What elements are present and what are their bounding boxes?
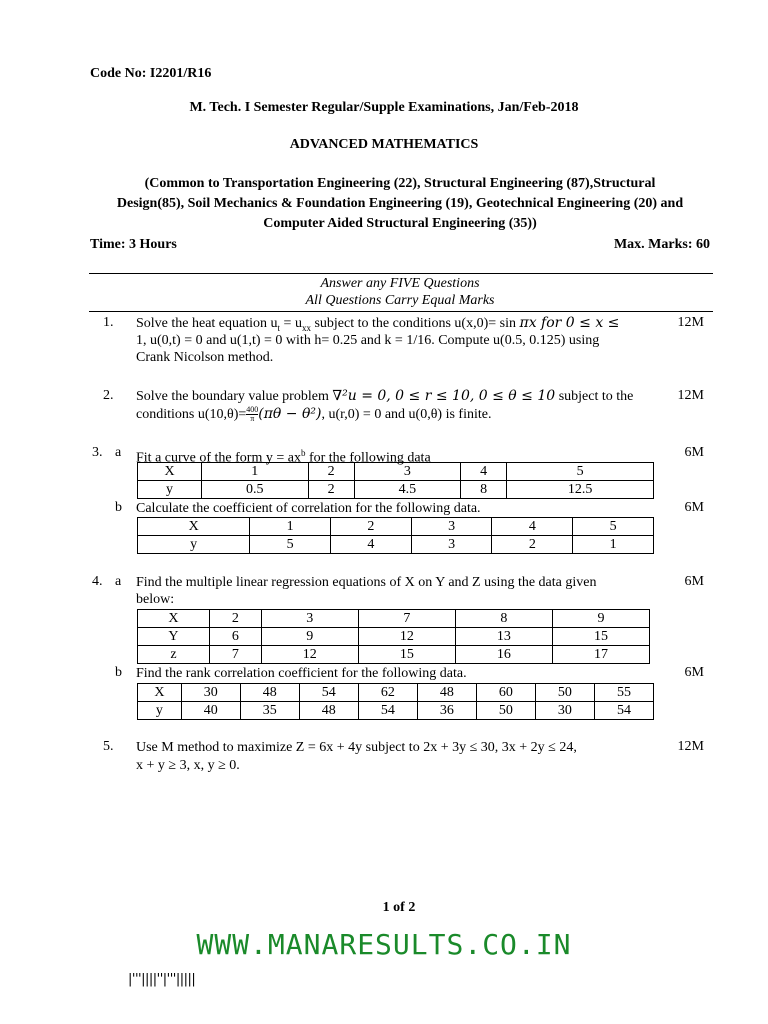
table-cell: 3 bbox=[354, 463, 461, 481]
table-cell: Y bbox=[138, 628, 210, 646]
q3-number: 3. bbox=[92, 445, 103, 460]
q3a-table bbox=[137, 462, 654, 499]
barcode-text: |'''||||''|'''||||| bbox=[128, 972, 196, 987]
table-cell: 50 bbox=[476, 702, 535, 720]
table-row bbox=[138, 684, 654, 702]
table-cell: 40 bbox=[181, 702, 240, 720]
table-cell: 15 bbox=[358, 646, 455, 664]
table-cell: 13 bbox=[455, 628, 552, 646]
q1-marks: 12M bbox=[677, 315, 704, 330]
table-cell: y bbox=[138, 702, 182, 720]
common-line-2: Design(85), Soil Mechanics & Foundation Engineering (19), Geotechnical Engineering (20) and bbox=[116, 196, 684, 211]
table-row bbox=[138, 702, 654, 720]
table-cell: 12 bbox=[358, 628, 455, 646]
q4a-table bbox=[137, 609, 650, 664]
q4a-marks: 6M bbox=[684, 574, 704, 589]
table-cell: 36 bbox=[417, 702, 476, 720]
table-cell: 2 bbox=[308, 481, 354, 499]
table-cell: 60 bbox=[476, 684, 535, 702]
q4b-marks: 6M bbox=[684, 665, 704, 680]
q4-number: 4. bbox=[92, 574, 103, 589]
time-allowed: Time: 3 Hours bbox=[90, 237, 177, 252]
page-number: 1 of 2 bbox=[382, 900, 416, 915]
table-cell: 0.5 bbox=[202, 481, 309, 499]
table-cell: 55 bbox=[594, 684, 653, 702]
table-cell: 1 bbox=[250, 518, 331, 536]
q2-marks: 12M bbox=[677, 388, 704, 403]
table-row bbox=[138, 610, 650, 628]
subject-title: ADVANCED MATHEMATICS bbox=[289, 137, 479, 152]
table-cell: 4.5 bbox=[354, 481, 461, 499]
q5-line-2: x + y ≥ 3, x, y ≥ 0. bbox=[136, 758, 240, 773]
table-cell: 1 bbox=[202, 463, 309, 481]
max-marks: Max. Marks: 60 bbox=[613, 237, 710, 252]
table-row bbox=[138, 518, 654, 536]
table-cell: 54 bbox=[358, 702, 417, 720]
q4a-label: a bbox=[115, 574, 122, 589]
q4b-label: b bbox=[115, 665, 122, 680]
q2-line-2: conditions u(10,θ)= $\frac{400}{\pi}$ (πθ − θ²), u(r,0) = 0 and u(0,θ) is finite. bbox=[136, 405, 492, 424]
q2-line-1: Solve the boundary value problem ∇²u = 0, 0 ≤ r ≤ 10, 0 ≤ θ ≤ 10 subject to the bbox=[136, 388, 634, 404]
common-line-3: Computer Aided Structural Engineering (35)) bbox=[263, 216, 537, 231]
table-cell: 7 bbox=[209, 646, 261, 664]
q3a-label: a bbox=[115, 445, 122, 460]
q1-line-1: Solve the heat equation $u_t = u_{xx}$ subject to the conditions u(x,0)= sin πx for 0 ≤ x ≤ bbox=[136, 315, 620, 333]
table-cell: 4 bbox=[331, 536, 412, 554]
q4b-table bbox=[137, 683, 654, 720]
table-row bbox=[138, 463, 654, 481]
table-cell: y bbox=[138, 481, 202, 499]
q5-line-1: Use M method to maximize Z = 6x + 4y subject to 2x + 3y ≤ 30, 3x + 2y ≤ 24, bbox=[136, 740, 577, 755]
table-cell: 2 bbox=[331, 518, 412, 536]
table-cell: 62 bbox=[358, 684, 417, 702]
website-watermark: WWW.MANARESULTS.CO.IN bbox=[196, 928, 572, 961]
q4a-line-1: Find the multiple linear regression equations of X on Y and Z using the data given bbox=[136, 575, 597, 590]
table-row bbox=[138, 628, 650, 646]
q3a-text: Fit a curve of the form $y = ax^b$ for the following data bbox=[136, 448, 431, 466]
table-cell: 2 bbox=[492, 536, 573, 554]
table-cell: 30 bbox=[181, 684, 240, 702]
table-cell: 50 bbox=[535, 684, 594, 702]
table-cell: 6 bbox=[209, 628, 261, 646]
q4a-line-2: below: bbox=[136, 592, 175, 607]
header-rule bbox=[89, 273, 713, 274]
q5-marks: 12M bbox=[677, 739, 704, 754]
table-cell: 35 bbox=[240, 702, 299, 720]
instruction-rule bbox=[89, 311, 713, 312]
table-cell: 4 bbox=[492, 518, 573, 536]
exam-code: Code No: I2201/R16 bbox=[90, 66, 212, 81]
table-cell: 7 bbox=[358, 610, 455, 628]
table-cell: 12.5 bbox=[507, 481, 654, 499]
table-cell: 2 bbox=[209, 610, 261, 628]
instruction-2: All Questions Carry Equal Marks bbox=[305, 293, 495, 308]
table-cell: X bbox=[138, 463, 202, 481]
table-cell: 1 bbox=[573, 536, 654, 554]
table-cell: 3 bbox=[261, 610, 358, 628]
table-cell: y bbox=[138, 536, 250, 554]
q5-number: 5. bbox=[103, 739, 114, 754]
table-cell: 9 bbox=[261, 628, 358, 646]
table-cell: 4 bbox=[461, 463, 507, 481]
table-cell: 2 bbox=[308, 463, 354, 481]
common-line-1: (Common to Transportation Engineering (22), Structural Engineering (87),Structural bbox=[144, 176, 656, 191]
table-cell: X bbox=[138, 610, 210, 628]
q2-number: 2. bbox=[103, 388, 114, 403]
table-row bbox=[138, 646, 650, 664]
q3b-label: b bbox=[115, 500, 122, 515]
table-cell: 17 bbox=[552, 646, 649, 664]
table-cell: 12 bbox=[261, 646, 358, 664]
table-cell: 30 bbox=[535, 702, 594, 720]
q3b-text: Calculate the coefficient of correlation for the following data. bbox=[136, 501, 481, 516]
table-cell: 3 bbox=[411, 536, 492, 554]
table-cell: X bbox=[138, 518, 250, 536]
table-cell: 54 bbox=[299, 684, 358, 702]
q1-line-3: Crank Nicolson method. bbox=[136, 350, 274, 365]
table-cell: 5 bbox=[507, 463, 654, 481]
table-cell: 48 bbox=[240, 684, 299, 702]
q1-line-2: 1, u(0,t) = 0 and u(1,t) = 0 with h= 0.25 and k = 1/16. Compute u(0.5, 0.125) using bbox=[136, 333, 600, 348]
table-row bbox=[138, 536, 654, 554]
table-cell: 5 bbox=[250, 536, 331, 554]
q3b-table bbox=[137, 517, 654, 554]
table-cell: 9 bbox=[552, 610, 649, 628]
table-cell: 3 bbox=[411, 518, 492, 536]
table-cell: z bbox=[138, 646, 210, 664]
q2-fraction: $\frac{400}{\pi}$ bbox=[246, 405, 259, 424]
table-cell: 48 bbox=[417, 684, 476, 702]
exam-title: M. Tech. I Semester Regular/Supple Examinations, Jan/Feb-2018 bbox=[189, 100, 579, 115]
table-cell: 48 bbox=[299, 702, 358, 720]
table-cell: X bbox=[138, 684, 182, 702]
table-cell: 54 bbox=[594, 702, 653, 720]
table-row bbox=[138, 481, 654, 499]
table-cell: 15 bbox=[552, 628, 649, 646]
instruction-1: Answer any FIVE Questions bbox=[320, 276, 480, 291]
table-cell: 16 bbox=[455, 646, 552, 664]
q3a-marks: 6M bbox=[684, 445, 704, 460]
q3b-marks: 6M bbox=[684, 500, 704, 515]
table-cell: 8 bbox=[455, 610, 552, 628]
q4b-text: Find the rank correlation coefficient for the following data. bbox=[136, 666, 467, 681]
table-cell: 5 bbox=[573, 518, 654, 536]
table-cell: 8 bbox=[461, 481, 507, 499]
q1-number: 1. bbox=[103, 315, 114, 330]
